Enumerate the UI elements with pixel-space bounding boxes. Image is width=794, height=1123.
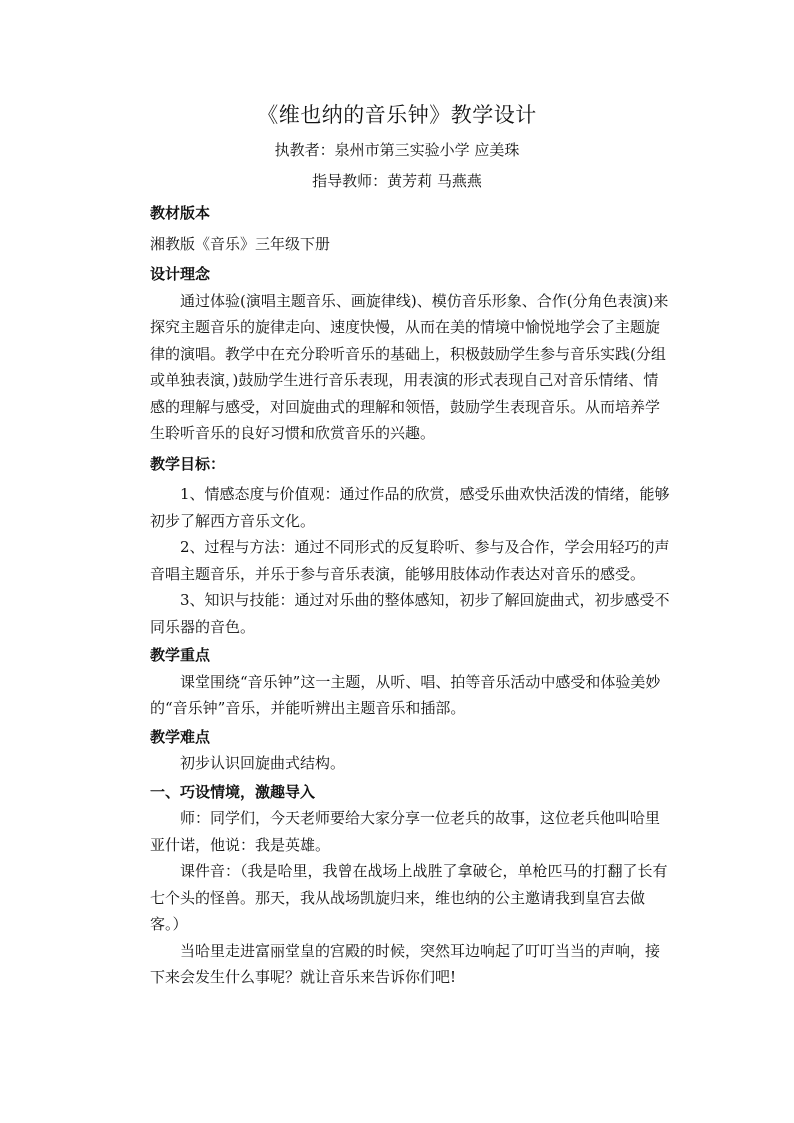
intro-paragraph-3: 当哈里走进富丽堂皇的宫殿的时候，突然耳边响起了叮叮当当的声响，接下来会发生什么事呢？就让音乐来告诉你们吧! [150,941,661,986]
concept-text: 通过体验(演唱主题音乐、画旋律线)、模仿音乐形象、合作(分角色表演)来探究主题音乐的旋律走向、速度快慢，从而在美的情境中愉悦地学会了主题旋律的演唱。教学中在充分聆听音乐的基础上，积极鼓励学生参与音乐实践(分组或单独表演，)鼓励学生进行音乐表现，用表演的形式表现自己对音乐情绪、情感的理解与感受，对回旋曲式的理解和领悟，鼓励学生表现音乐。从而培养学生聆听音乐的良好习惯和欣赏音乐的兴趣。 [150,291,669,442]
goals-heading: 教学目标： [150,454,226,473]
advisor-line: 指导教师：黄芳莉 马燕燕 [312,172,482,190]
concept-heading: 设计理念 [150,265,211,283]
intro-heading: 一、巧设情境，激趣导入 [150,782,316,801]
difficulty-text: 初步认识回旋曲式结构。 [180,754,346,772]
edition-heading: 教材版本 [150,204,211,222]
author-line: 执教者：泉州市第三实验小学 应美珠 [274,141,520,159]
edition-text: 湘教版《音乐》三年级下册 [150,234,331,253]
document-title: 《维也纳的音乐钟》教学设计 [257,103,537,127]
goal-item-2: 2、过程与方法：通过不同形式的反复聆听、参与及合作，学会用轻巧的声音唱主题音乐，并乐于参与音乐表演，能够用肢体动作表达对音乐的感受。 [150,538,670,583]
document-body [150,198,670,991]
goal-item-1: 1、情感态度与价值观：通过作品的欣赏，感受乐曲欢快活泼的情绪，能够初步了解西方音乐文化。 [150,485,670,530]
focus-text: 课堂围绕“音乐钟”这一主题，从听、唱、拍等音乐活动中感受和体验美妙的“音乐钟”音乐，并能听辨出主题音乐和插部。 [150,672,661,717]
focus-heading: 教学重点 [150,646,211,664]
difficulty-heading: 教学难点 [150,727,211,746]
goal-item-3: 3、知识与技能：通过对乐曲的整体感知，初步了解回旋曲式，初步感受不同乐器的音色。 [150,591,670,636]
intro-paragraph-1: 师：同学们，今天老师要给大家分享一位老兵的故事，这位老兵他叫哈里亚什诺，他说：我是英雄。 [150,809,661,854]
intro-paragraph-2: 课件音：（我是哈里，我曾在战场上战胜了拿破仑，单枪匹马的打翻了长有七个头的怪兽。那天，我从战场凯旋归来，维也纳的公主邀请我到皇宫去做客。） [150,862,668,933]
